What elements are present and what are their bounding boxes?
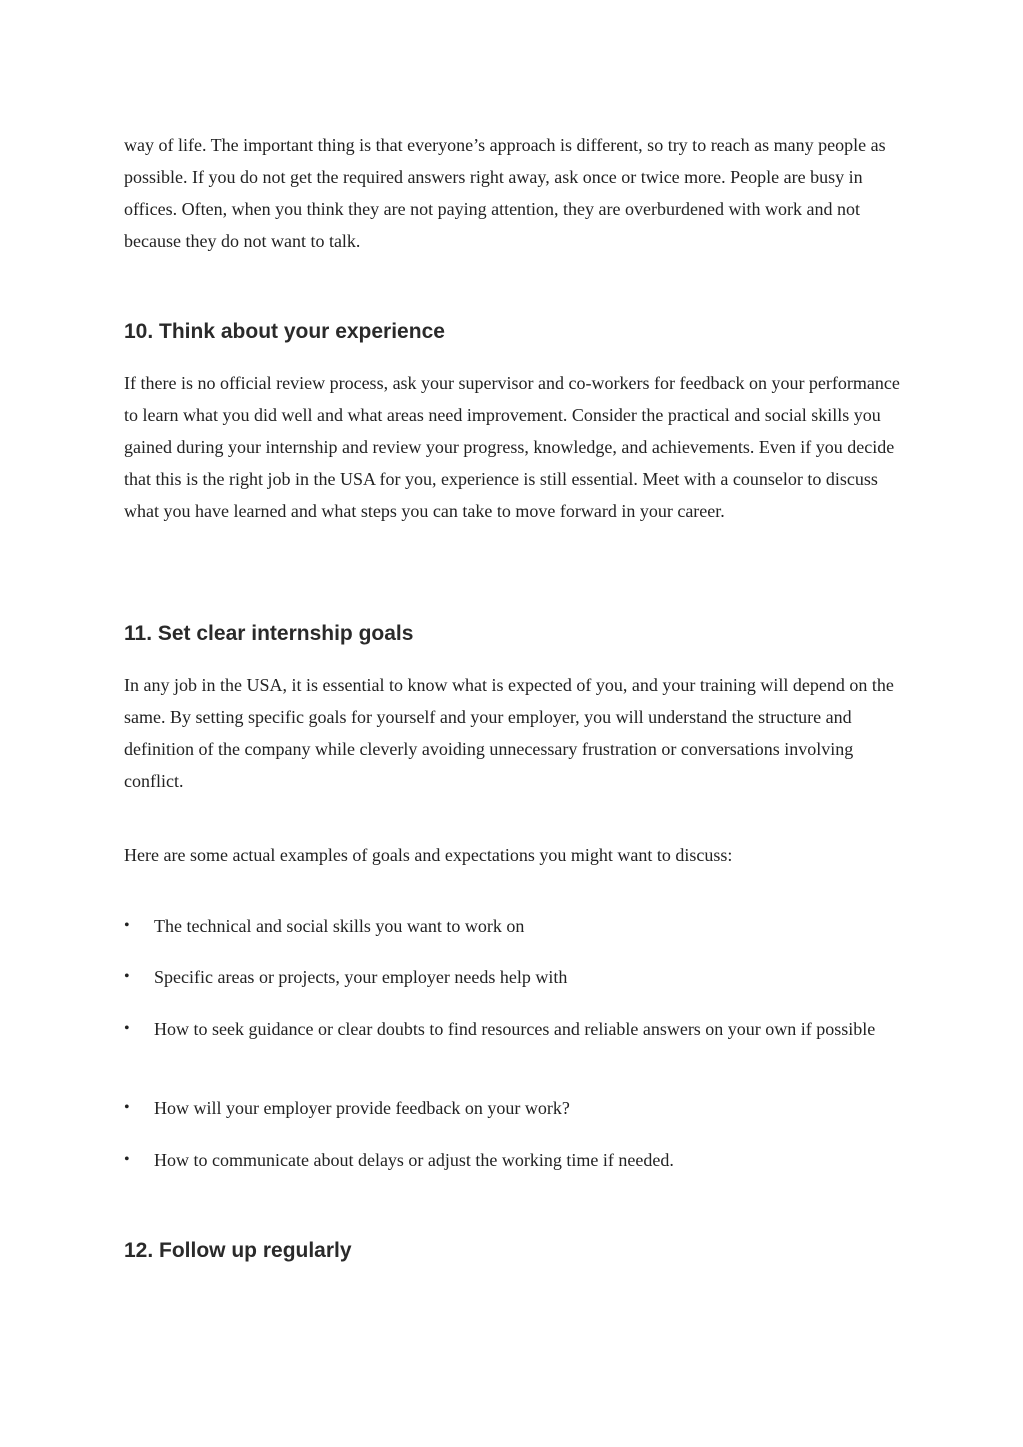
bullet-icon: • xyxy=(124,1151,130,1168)
list-item-text: How to seek guidance or clear doubts to find resources and reliable answers on your own if possible xyxy=(154,1019,876,1039)
section-heading-10: 10. Think about your experience xyxy=(124,320,445,343)
section-heading-12: 12. Follow up regularly xyxy=(124,1239,352,1262)
section-10-paragraph: If there is no official review process, ask your supervisor and co-workers for feedback on your performance to learn what you did well and what areas need improvement. Consider the practical and social skills you gained during your internship and review your progress, knowledge, and achievements. Even if you decide that this is the right job in the USA for you, experience is still essential. Meet with a counselor to discuss what you have learned and what steps you can take to move forward in your career. xyxy=(124,373,900,521)
section-11-paragraph: In any job in the USA, it is essential to know what is expected of you, and your training will depend on the same. By setting specific goals for yourself and your employer, you will understand the structure and definition of the company while cleverly avoiding unnecessary frustration or conversations involving conflict. xyxy=(124,675,894,791)
bullet-icon: • xyxy=(124,1099,130,1116)
intro-paragraph: way of life. The important thing is that everyone’s approach is different, so try to reach as many people as possible. If you do not get the required answers right away, ask once or twice more. People are busy in offices. Often, when you think they are not paying attention, they are overburdened with work and not because they do not want to talk. xyxy=(124,135,886,251)
list-item-text: The technical and social skills you want to work on xyxy=(154,916,525,936)
list-item-text: How to communicate about delays or adjust the working time if needed. xyxy=(154,1150,674,1170)
list-item xyxy=(124,1094,884,1122)
section-heading-11: 11. Set clear internship goals xyxy=(124,622,414,645)
list-item-text: Specific areas or projects, your employer needs help with xyxy=(154,967,568,987)
examples-intro: Here are some actual examples of goals and expectations you might want to discuss: xyxy=(124,845,733,865)
list-item xyxy=(124,912,884,940)
bullet-icon: • xyxy=(124,968,130,985)
list-item xyxy=(124,1146,884,1174)
list-item-text: How will your employer provide feedback on your work? xyxy=(154,1098,570,1118)
bullet-icon: • xyxy=(124,917,130,934)
list-item xyxy=(124,963,884,991)
bullet-icon: • xyxy=(124,1020,130,1037)
list-item xyxy=(124,1015,884,1043)
